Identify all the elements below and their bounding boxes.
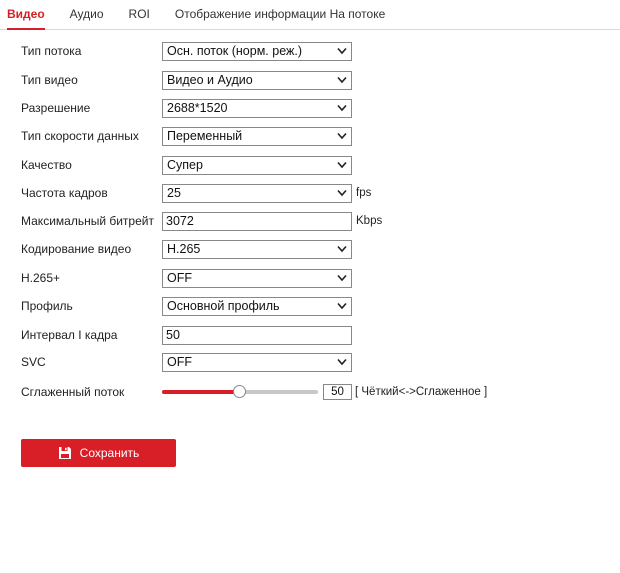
- chevron-down-icon: [337, 189, 347, 197]
- stream-type-select[interactable]: [162, 42, 352, 61]
- smoothing-hint: [ Чёткий<->Сглаженное ]: [355, 386, 488, 398]
- svc-label: SVC: [21, 355, 46, 369]
- video-type-select[interactable]: [162, 71, 352, 90]
- chevron-down-icon: [337, 302, 347, 310]
- profile-value: Основной профиль: [167, 298, 280, 313]
- video-encoding-value: H.265: [167, 241, 201, 256]
- stream-type-row: [21, 41, 352, 61]
- i-frame-interval-row: [21, 325, 352, 345]
- save-button-label: Сохранить: [79, 446, 140, 460]
- chevron-down-icon: [337, 358, 347, 366]
- smoothing-slider[interactable]: [162, 385, 318, 399]
- slider-fill: [162, 390, 240, 394]
- frame-rate-select[interactable]: [162, 184, 352, 203]
- frame-rate-value: 25: [167, 185, 181, 200]
- frame-rate-unit: fps: [356, 187, 372, 199]
- chevron-down-icon: [337, 274, 347, 282]
- video-encoding-select[interactable]: [162, 240, 352, 259]
- video-type-value: Видео и Аудио: [167, 72, 253, 87]
- svc-select[interactable]: [162, 353, 352, 372]
- svc-row: [21, 352, 352, 372]
- h265-plus-row: [21, 268, 352, 288]
- stream-type-label: Тип потока: [21, 44, 82, 58]
- max-bitrate-unit: Kbps: [356, 215, 383, 227]
- svc-value: OFF: [167, 354, 192, 369]
- max-bitrate-label: Максимальный битрейт: [21, 214, 154, 228]
- chevron-down-icon: [337, 104, 347, 112]
- slider-thumb[interactable]: [233, 385, 246, 398]
- chevron-down-icon: [337, 76, 347, 84]
- profile-select[interactable]: [162, 297, 352, 316]
- video-encoding-row: [21, 239, 352, 259]
- bitrate-type-select[interactable]: [162, 127, 352, 146]
- frame-rate-label: Частота кадров: [21, 186, 108, 200]
- i-frame-interval-input[interactable]: 50: [162, 326, 352, 345]
- smoothing-row: [21, 382, 487, 402]
- chevron-down-icon: [337, 132, 347, 140]
- h265-plus-select[interactable]: [162, 269, 352, 288]
- quality-select[interactable]: [162, 156, 352, 175]
- smoothing-value-input[interactable]: 50: [323, 384, 352, 400]
- h265-plus-value: OFF: [167, 270, 192, 285]
- resolution-value: 2688*1520: [167, 100, 228, 115]
- h265-plus-label: H.265+: [21, 271, 61, 285]
- chevron-down-icon: [337, 245, 347, 253]
- bitrate-type-value: Переменный: [167, 128, 243, 143]
- resolution-label: Разрешение: [21, 101, 91, 115]
- max-bitrate-row: [21, 211, 382, 231]
- profile-row: [21, 296, 352, 316]
- quality-value: Супер: [167, 157, 203, 172]
- bitrate-type-row: [21, 126, 352, 146]
- smoothing-label: Сглаженный поток: [21, 385, 125, 399]
- chevron-down-icon: [337, 47, 347, 55]
- video-type-label: Тип видео: [21, 73, 78, 87]
- floppy-disk-icon: [58, 446, 72, 460]
- max-bitrate-input[interactable]: 3072: [162, 212, 352, 231]
- resolution-row: [21, 98, 352, 118]
- quality-row: [21, 155, 352, 175]
- save-button[interactable]: [21, 439, 176, 467]
- stream-type-value: Осн. поток (норм. реж.): [167, 43, 303, 58]
- i-frame-interval-label: Интервал I кадра: [21, 328, 118, 342]
- chevron-down-icon: [337, 161, 347, 169]
- profile-label: Профиль: [21, 299, 73, 313]
- tab-roi[interactable]: ROI: [128, 7, 150, 21]
- bitrate-type-label: Тип скорости данных: [21, 129, 139, 143]
- tab-video[interactable]: Видео: [7, 0, 45, 29]
- quality-label: Качество: [21, 158, 72, 172]
- resolution-select[interactable]: [162, 99, 352, 118]
- frame-rate-row: [21, 183, 371, 203]
- video-type-row: [21, 70, 352, 90]
- tab-stream-info-overlay[interactable]: Отображение информации На потоке: [174, 7, 386, 21]
- video-encoding-label: Кодирование видео: [21, 242, 132, 256]
- tab-audio[interactable]: Аудио: [69, 7, 104, 21]
- tab-bar: [0, 0, 620, 30]
